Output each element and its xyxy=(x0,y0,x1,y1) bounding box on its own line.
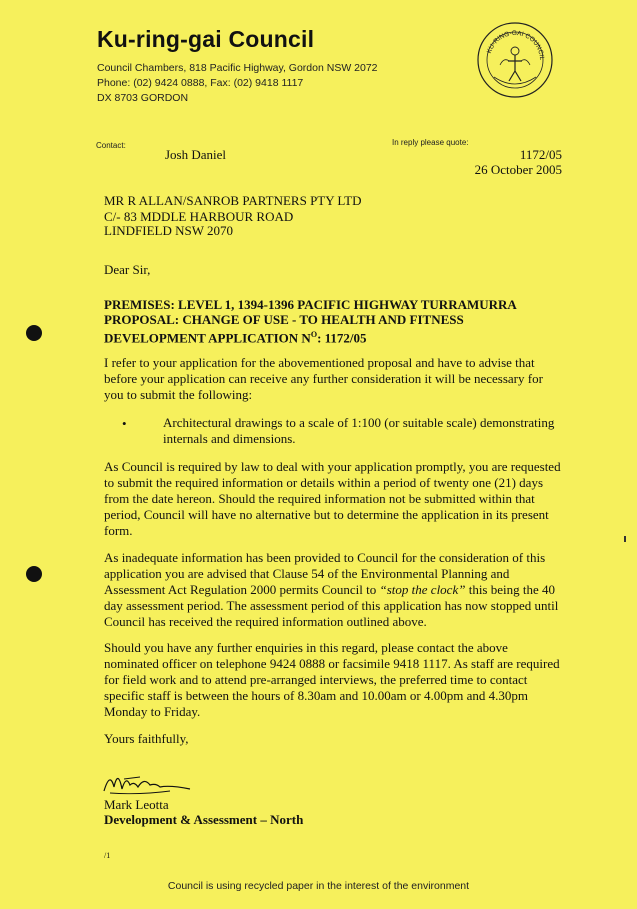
reference-number: 1172/05 xyxy=(519,147,562,162)
body-paragraph-3 xyxy=(104,550,564,630)
scan-speck xyxy=(624,536,626,542)
council-phone-fax: Phone: (02) 9424 0888, Fax: (02) 9418 1117 xyxy=(97,77,304,89)
body-paragraph-2: As Council is required by law to deal with your application promptly, you are requested to submit the required information or details within a period of twenty one (21) days from the date hereon. Should the required information not be submitted within that period, Council will have no alternative but to determine the application in its present form. xyxy=(104,459,561,538)
council-name: Ku-ring-gai Council xyxy=(97,26,315,52)
signer-name: Mark Leotta xyxy=(104,797,169,812)
council-seal-icon xyxy=(476,21,554,99)
page-mark: /1 xyxy=(104,851,111,860)
letter-date: 26 October 2005 xyxy=(474,162,562,177)
contact-name: Josh Daniel xyxy=(165,147,227,162)
council-dx: DX 8703 GORDON xyxy=(97,92,189,104)
addressee-line-2: C/- 83 MDDLE HARBOUR ROAD xyxy=(104,209,294,224)
addressee-line-3: LINDFIELD NSW 2070 xyxy=(104,223,234,238)
footer-note: Council is using recycled paper in the interest of the environment xyxy=(167,880,470,892)
signature xyxy=(100,765,195,797)
addressee-line-1: MR R ALLAN/SANROB PARTNERS PTY LTD xyxy=(104,193,362,208)
body-paragraph-4: Should you have any further enquiries in this regard, please contact the above nominated officer on telephone 9424 0888 or facsimile 9418 1117. As staff are required for field work and to attend pre-arranged interviews, the preferred time to contact specific staff is between the hours of 8.30am and 10.00am or 4.00pm and 4.30pm Monday to Friday. xyxy=(104,640,560,719)
para3-text-a: As inadequate information has been provided to Council for the consideration of this application you are advised that Clause 54 of the Environmental Planning and Assessment Act Regulation 2000 permits Council to xyxy=(104,550,546,597)
contact-label: Contact: xyxy=(96,141,126,150)
salutation: Dear Sir, xyxy=(104,262,151,277)
para3-text-b: this being the 40 day assessment period. The assessment period of this application has now stopped until Council has received the required information outlined above. xyxy=(104,582,559,629)
subject-application-sup: O xyxy=(310,330,318,339)
punch-hole-top xyxy=(26,325,42,341)
quote-label: In reply please quote: xyxy=(392,138,469,147)
signer-department: Development & Assessment – North xyxy=(104,812,304,827)
body-paragraph-1: I refer to your application for the abovementioned proposal and have to advise that before your application can receive any further consideration it will be necessary for you to submit the following: xyxy=(104,355,543,402)
subject-application xyxy=(104,327,574,345)
punch-hole-bottom xyxy=(26,566,42,582)
subject-proposal: PROPOSAL: CHANGE OF USE - TO HEALTH AND FITNESS xyxy=(104,312,464,327)
bullet-item-1: Architectural drawings to a scale of 1:100 (or suitable scale) demonstrating internals and dimensions. xyxy=(163,415,555,446)
subject-premises: PREMISES: LEVEL 1, 1394-1396 PACIFIC HIGHWAY TURRAMURRA xyxy=(104,297,517,312)
svg-text:KU-RING-GAI COUNCIL: KU-RING-GAI COUNCIL xyxy=(485,29,546,61)
subject-block xyxy=(104,297,574,345)
bullet-dot-icon: • xyxy=(122,416,127,431)
subject-application-prefix: DEVELOPMENT APPLICATION N xyxy=(104,330,311,346)
closing: Yours faithfully, xyxy=(104,731,189,746)
council-address: Council Chambers, 818 Pacific Highway, Gordon NSW 2072 xyxy=(97,62,378,74)
para3-italic: “stop the clock” xyxy=(379,582,466,597)
subject-application-number: : 1172/05 xyxy=(317,330,367,346)
